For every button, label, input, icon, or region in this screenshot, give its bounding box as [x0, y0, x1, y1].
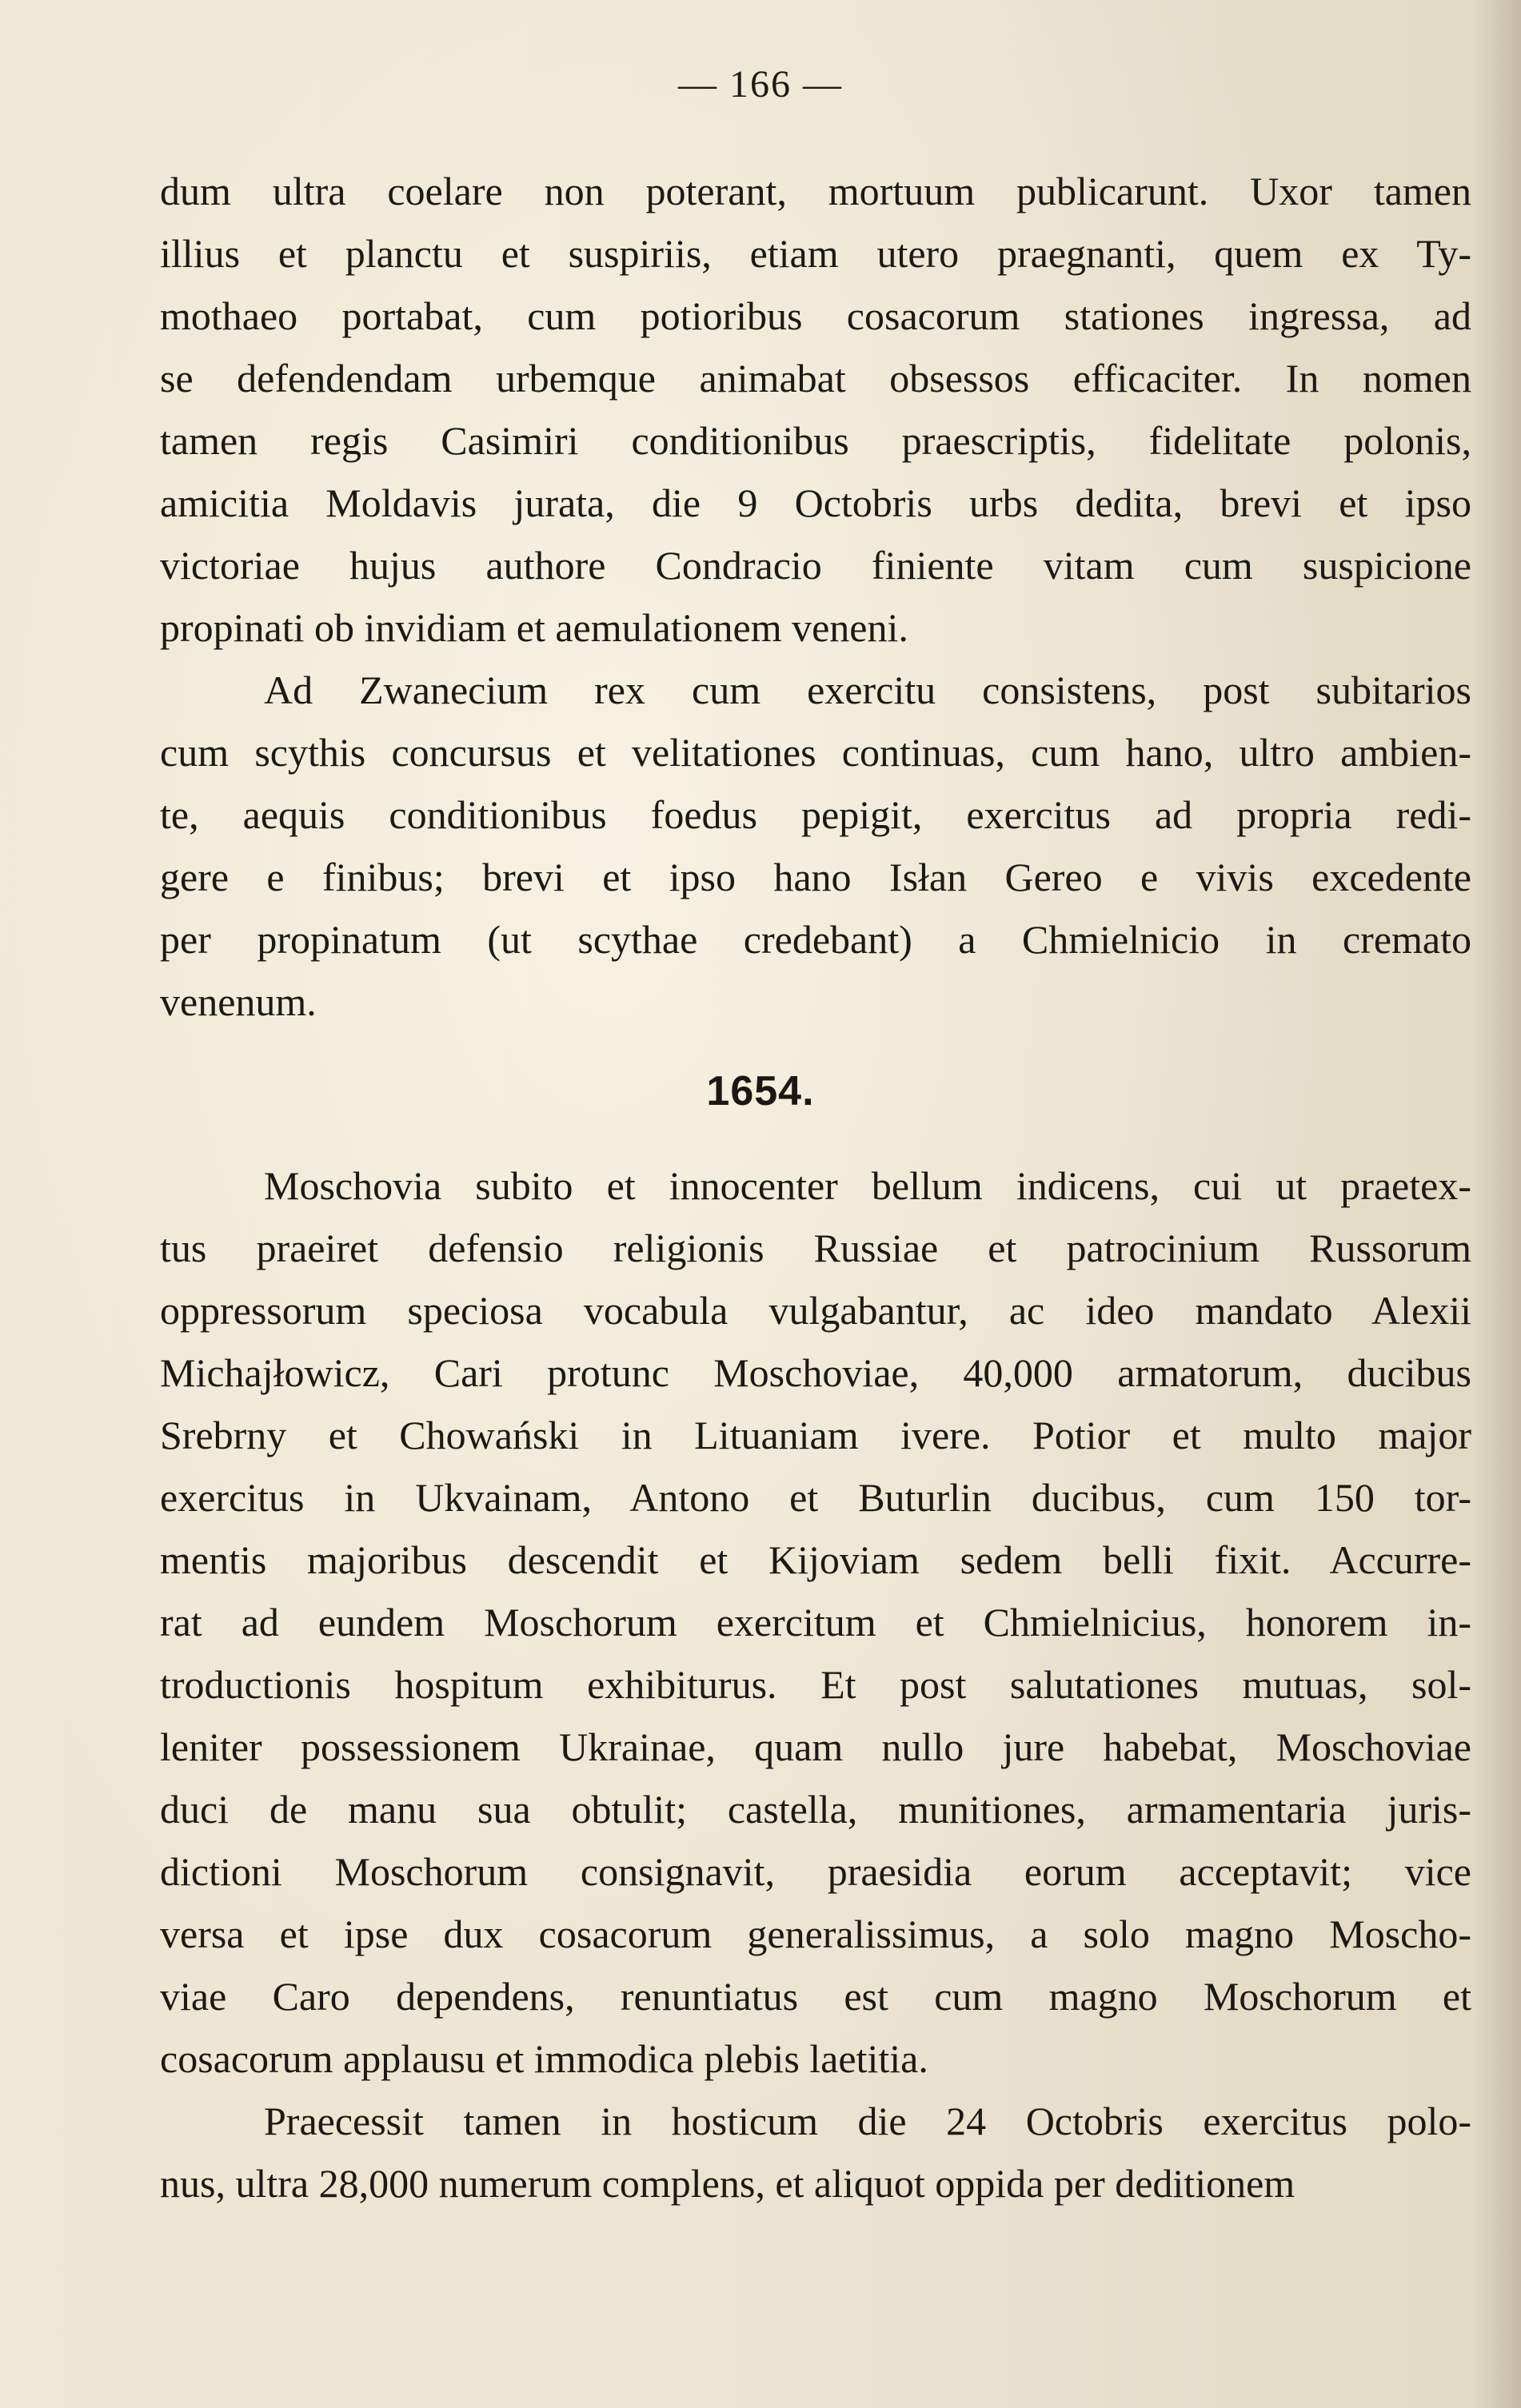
text-line: viae Caro dependens, renuntiatus est cum magno Moschorum et	[160, 1974, 1471, 2019]
text-line: Moschovia subito et innocenter bellum indicens, cui ut praetex-	[264, 1163, 1471, 1208]
text-line: leniter possessionem Ukrainae, quam nullo jure habebat, Moschoviae	[160, 1724, 1471, 1769]
page-gutter-shadow	[1473, 0, 1521, 2408]
text-line: per propinatum (ut scythae credebant) a Chmielnicio in cremato	[160, 917, 1471, 962]
text-line: Praecessit tamen in hosticum die 24 Octobris exercitus polo-	[264, 2099, 1471, 2143]
text-line: Michajłowicz, Cari protunc Moschoviae, 40,000 armatorum, ducibus	[160, 1350, 1471, 1395]
text-block-top	[160, 160, 1471, 1033]
paragraph	[160, 2090, 1471, 2215]
text-line: versa et ipse dux cosacorum generalissimus, a solo magno Moscho-	[160, 1912, 1471, 1956]
text-line: Ad Zwanecium rex cum exercitu consistens, post subitarios	[264, 668, 1471, 712]
text-line: cosacorum applausu et immodica plebis laetitia.	[160, 2036, 928, 2081]
text-line: venenum.	[160, 979, 317, 1024]
text-line: troductionis hospitum exhibiturus. Et post salutationes mutuas, sol-	[160, 1662, 1471, 1707]
text-line: illius et planctu et suspiriis, etiam utero praegnanti, quem ex Ty-	[160, 231, 1471, 276]
text-line: gere e finibus; brevi et ipso hano Isłan Gereo e vivis excedente	[160, 855, 1471, 899]
text-line: rat ad eundem Moschorum exercitum et Chmielnicius, honorem in-	[160, 1600, 1471, 1645]
text-line: duci de manu sua obtulit; castella, munitiones, armamentaria juris-	[160, 1787, 1471, 1832]
text-line: mothaeo portabat, cum potioribus cosacorum stationes ingressa, ad	[160, 293, 1471, 338]
text-line: dum ultra coelare non poterant, mortuum publicarunt. Uxor tamen	[160, 169, 1471, 213]
text-line: propinati ob invidiam et aemulationem veneni.	[160, 605, 908, 650]
text-line: cum scythis concursus et velitationes continuas, cum hano, ultro ambien-	[160, 730, 1471, 775]
page-number: — 166 —	[678, 63, 843, 106]
text-block-bottom	[160, 1154, 1471, 2215]
text-line: victoriae hujus authore Condracio finiente vitam cum suspicione	[160, 543, 1471, 588]
text-line: amicitia Moldavis jurata, die 9 Octobris urbs dedita, brevi et ipso	[160, 480, 1471, 525]
text-line: se defendendam urbemque animabat obsessos efficaciter. In nomen	[160, 356, 1471, 401]
text-line: nus, ultra 28,000 numerum complens, et aliquot oppida per deditionem	[160, 2161, 1295, 2206]
paragraph	[160, 659, 1471, 1033]
year-heading: 1654.	[706, 1068, 815, 1114]
text-line: tus praeiret defensio religionis Russiae et patrocinium Russorum	[160, 1226, 1471, 1270]
text-line: mentis majoribus descendit et Kijoviam sedem belli fixit. Accurre-	[160, 1537, 1471, 1582]
text-line: dictioni Moschorum consignavit, praesidia eorum acceptavit; vice	[160, 1849, 1471, 1894]
text-line: tamen regis Casimiri conditionibus praescriptis, fidelitate polonis,	[160, 418, 1471, 463]
paragraph	[160, 1154, 1471, 2090]
text-line: te, aequis conditionibus foedus pepigit, exercitus ad propria redi-	[160, 792, 1471, 837]
paragraph	[160, 160, 1471, 659]
text-line: exercitus in Ukvainam, Antono et Buturlin ducibus, cum 150 tor-	[160, 1475, 1471, 1520]
text-line: Srebrny et Chowański in Lituaniam ivere. Potior et multo major	[160, 1413, 1471, 1457]
text-line: oppressorum speciosa vocabula vulgabantur, ac ideo mandato Alexii	[160, 1288, 1471, 1333]
